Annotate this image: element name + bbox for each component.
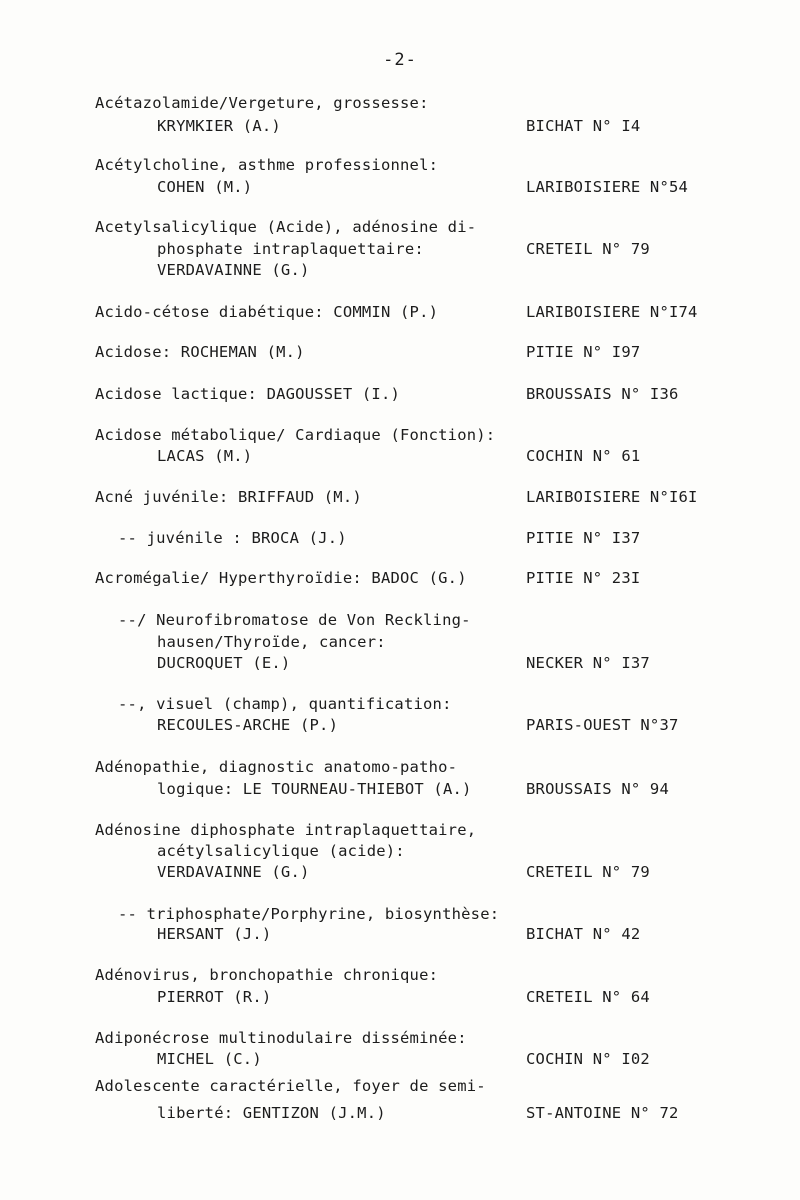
entry-line: -- triphosphate/Porphyrine, biosynthèse: bbox=[118, 905, 500, 923]
entry-line: VERDAVAINNE (G.) bbox=[157, 863, 310, 881]
entry-line: Acné juvénile: BRIFFAUD (M.) bbox=[95, 488, 362, 506]
entry-line: Adénosine diphosphate intraplaquettaire, bbox=[95, 821, 477, 839]
entry-location: NECKER N° I37 bbox=[526, 654, 650, 672]
entry-line: KRYMKIER (A.) bbox=[157, 117, 281, 135]
entry-line: --/ Neurofibromatose de Von Reckling- bbox=[118, 611, 471, 629]
entry-location: PARIS-OUEST N°37 bbox=[526, 716, 679, 734]
entry-location: BICHAT N° I4 bbox=[526, 117, 641, 135]
entry-line: Acetylsalicylique (Acide), adénosine di- bbox=[95, 218, 477, 236]
entry-location: COCHIN N° I02 bbox=[526, 1050, 650, 1068]
entry-line: Acétylcholine, asthme professionnel: bbox=[95, 156, 439, 174]
entry-line: RECOULES-ARCHE (P.) bbox=[157, 716, 339, 734]
entry-line: hausen/Thyroïde, cancer: bbox=[157, 633, 386, 651]
entry-location: BICHAT N° 42 bbox=[526, 925, 641, 943]
entry-line: --, visuel (champ), quantification: bbox=[118, 695, 452, 713]
entry-location: LARIBOISIERE N°I74 bbox=[526, 303, 698, 321]
entry-line: acétylsalicylique (acide): bbox=[157, 842, 405, 860]
entry-line: MICHEL (C.) bbox=[157, 1050, 262, 1068]
entry-line: Acidose: ROCHEMAN (M.) bbox=[95, 343, 305, 361]
entry-line: Adénopathie, diagnostic anatomo-patho- bbox=[95, 758, 458, 776]
entry-location: LARIBOISIERE N°I6I bbox=[526, 488, 698, 506]
entry-line: PIERROT (R.) bbox=[157, 988, 272, 1006]
entry-line: COHEN (M.) bbox=[157, 178, 253, 196]
entry-line: Adolescente caractérielle, foyer de semi- bbox=[95, 1077, 486, 1095]
entry-line: Acétazolamide/Vergeture, grossesse: bbox=[95, 94, 429, 112]
entry-location: BROUSSAIS N° 94 bbox=[526, 780, 669, 798]
entry-location: CRETEIL N° 79 bbox=[526, 863, 650, 881]
entry-line: liberté: GENTIZON (J.M.) bbox=[157, 1104, 386, 1122]
entry-location: LARIBOISIERE N°54 bbox=[526, 178, 689, 196]
entry-line: HERSANT (J.) bbox=[157, 925, 272, 943]
entry-location: CRETEIL N° 64 bbox=[526, 988, 650, 1006]
entry-line: -- juvénile : BROCA (J.) bbox=[118, 529, 347, 547]
entry-location: PITIE N° I37 bbox=[526, 529, 641, 547]
entry-line: LACAS (M.) bbox=[157, 447, 253, 465]
entry-line: Adiponécrose multinodulaire disséminée: bbox=[95, 1029, 467, 1047]
entry-line: Adénovirus, bronchopathie chronique: bbox=[95, 966, 439, 984]
entry-location: PITIE N° 23I bbox=[526, 569, 641, 587]
entry-line: Acido-cétose diabétique: COMMIN (P.) bbox=[95, 303, 439, 321]
entry-location: BROUSSAIS N° I36 bbox=[526, 385, 679, 403]
entry-location: PITIE N° I97 bbox=[526, 343, 641, 361]
entry-line: phosphate intraplaquettaire: bbox=[157, 240, 424, 258]
entry-line: VERDAVAINNE (G.) bbox=[157, 261, 310, 279]
entry-line: DUCROQUET (E.) bbox=[157, 654, 291, 672]
page-number: -2- bbox=[383, 50, 417, 70]
entry-location: COCHIN N° 61 bbox=[526, 447, 641, 465]
entry-line: logique: LE TOURNEAU-THIEBOT (A.) bbox=[157, 780, 472, 798]
entry-location: ST-ANTOINE N° 72 bbox=[526, 1104, 679, 1122]
entry-line: Acidose métabolique/ Cardiaque (Fonction): bbox=[95, 426, 496, 444]
entry-location: CRETEIL N° 79 bbox=[526, 240, 650, 258]
entry-line: Acidose lactique: DAGOUSSET (I.) bbox=[95, 385, 401, 403]
entry-line: Acromégalie/ Hyperthyroïdie: BADOC (G.) bbox=[95, 569, 467, 587]
